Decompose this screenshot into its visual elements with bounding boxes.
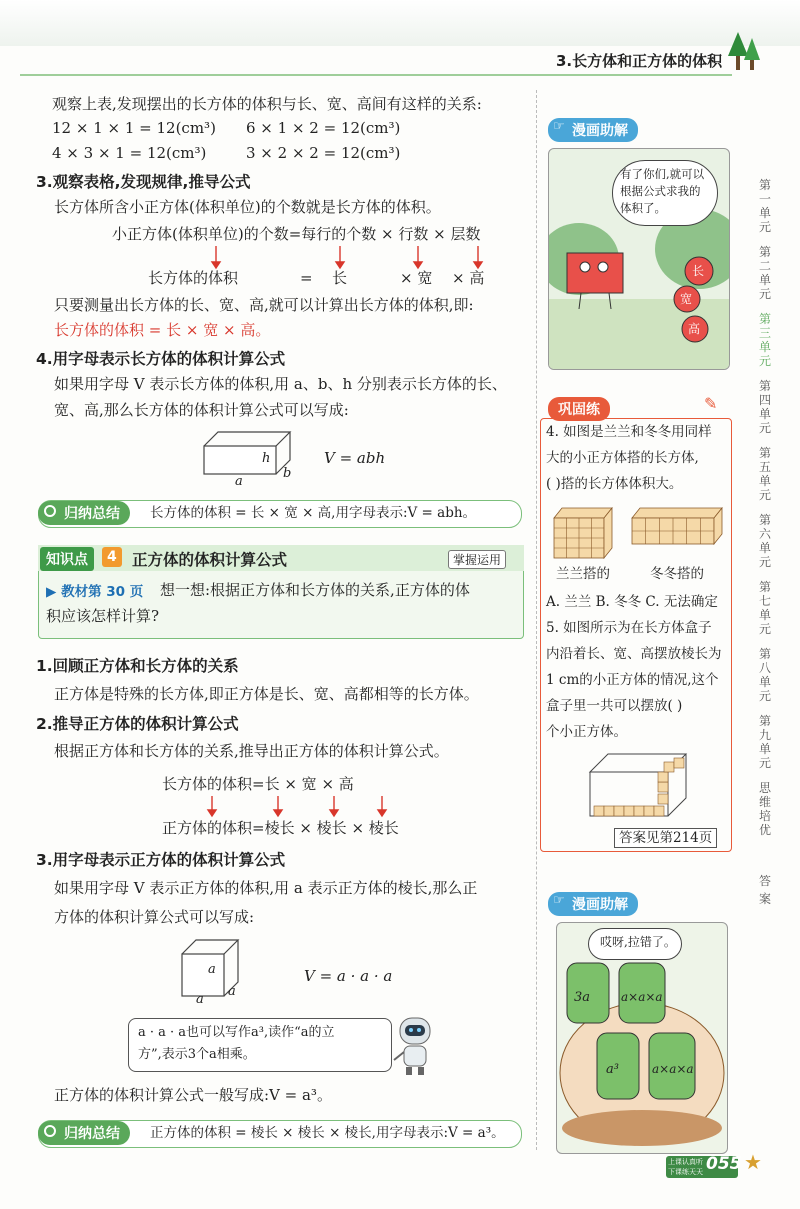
comic1-char-2: 宽 bbox=[680, 292, 693, 306]
header-line bbox=[20, 74, 732, 76]
note-line-1: a · a · a也可以写作a³,读作“a的立 bbox=[138, 1025, 335, 1040]
cube-derivation-arrows bbox=[200, 794, 420, 818]
sec3-row2-b: = bbox=[300, 269, 313, 287]
k3-text2: 方体的体积计算公式可以写成: bbox=[54, 908, 255, 926]
cube-letter-formula: V = a · a · a bbox=[304, 967, 393, 985]
page-number: 055 bbox=[706, 1154, 742, 1174]
tab-unit-4[interactable]: 第四单元 bbox=[758, 379, 771, 435]
cube-label-a2: a bbox=[228, 984, 236, 999]
k3-final: 正方体的体积计算公式一般写成:V = a³。 bbox=[54, 1086, 332, 1104]
star-icon: ★ bbox=[744, 1150, 762, 1174]
intro-eq2: 6 × 1 × 2 = 12(cm³) bbox=[246, 119, 401, 137]
answer-ref[interactable]: 答案见第214页 bbox=[614, 828, 717, 848]
comic1-char-1: 长 bbox=[692, 264, 705, 278]
cuboid-label-b: b bbox=[283, 466, 292, 481]
intro-eq3: 4 × 3 × 1 = 12(cm³) bbox=[52, 144, 207, 162]
sec3-row1: 小正方体(体积单位)的个数=每行的个数 × 行数 × 层数 bbox=[112, 225, 481, 243]
tab-unit-7[interactable]: 第七单元 bbox=[758, 580, 771, 636]
comic2-bubble-text: 哎呀,拉错了。 bbox=[600, 935, 676, 949]
cube-label-a1: a bbox=[208, 962, 216, 977]
comic2-label-1: 3a bbox=[574, 990, 591, 1005]
q4-line-1: 4. 如图是兰兰和冬冬用同样 bbox=[546, 424, 712, 440]
comic1-char-3: 高 bbox=[688, 322, 701, 336]
q4-line-2: 大的小正方体搭的长方体, bbox=[546, 450, 699, 466]
comic2-title: 漫画助解 bbox=[548, 892, 638, 916]
tab-answers[interactable]: 答案 bbox=[758, 874, 771, 906]
tab-unit-3[interactable]: 第三单元 bbox=[758, 312, 771, 368]
intro-eq4: 3 × 2 × 2 = 12(cm³) bbox=[246, 144, 401, 162]
summary-pill-1: 归纳总结 bbox=[38, 501, 130, 525]
sec4-text2: 宽、高,那么长方体的体积计算公式可以写成: bbox=[54, 401, 349, 419]
summary-text-1: 长方体的体积 = 长 × 宽 × 高,用字母表示:V = abh。 bbox=[150, 505, 477, 521]
q5-line-1: 5. 如图所示为在长方体盒子 bbox=[546, 620, 712, 636]
q5-line-4: 盒子里一共可以摆放( ) bbox=[546, 698, 683, 714]
summary-pill-2: 归纳总结 bbox=[38, 1121, 130, 1145]
q4-options[interactable]: A. 兰兰 B. 冬冬 C. 无法确定 bbox=[546, 594, 718, 610]
cuboid-label-h: h bbox=[262, 451, 271, 466]
kp4-question-2: 积应该怎样计算? bbox=[46, 607, 160, 625]
k1-text: 正方体是特殊的长方体,即正方体是长、宽、高都相等的长方体。 bbox=[54, 685, 479, 703]
intro-text: 观察上表,发现摆出的长方体的体积与长、宽、高间有这样的关系: bbox=[52, 95, 482, 113]
sec4-text1: 如果用字母 V 表示长方体的体积,用 a、b、h 分别表示长方体的长、 bbox=[54, 375, 507, 393]
k3-title: 3.用字母表示正方体的体积计算公式 bbox=[36, 851, 286, 869]
q5-line-2: 内沿着长、宽、高摆放棱长为 bbox=[546, 646, 722, 662]
comic2-label-2: a×a×a bbox=[621, 990, 663, 1004]
tab-unit-5[interactable]: 第五单元 bbox=[758, 446, 771, 502]
k2-title: 2.推导正方体的体积计算公式 bbox=[36, 715, 239, 733]
k2-text: 根据正方体和长方体的关系,推导出正方体的体积计算公式。 bbox=[54, 742, 449, 760]
q4-cube-figures bbox=[550, 504, 726, 562]
comic1-bubble-text: 有了你们,就可以根据公式求我的体积了。 bbox=[620, 167, 705, 215]
sec3-title: 3.观察表格,发现规律,推导公式 bbox=[36, 173, 251, 191]
tab-unit-6[interactable]: 第六单元 bbox=[758, 513, 771, 569]
kp4-tag: 掌握运用 bbox=[448, 550, 506, 569]
note-line-2: 方”,表示3个a相乘。 bbox=[138, 1047, 256, 1062]
robot-icon bbox=[392, 1012, 440, 1076]
sec4-title: 4.用字母表示长方体的体积计算公式 bbox=[36, 350, 286, 368]
cube-label-a3: a bbox=[196, 992, 204, 1007]
sec3-text2: 只要测量出长方体的长、宽、高,就可以计算出长方体的体积,即: bbox=[54, 296, 474, 314]
sec3-text: 长方体所含小正方体(体积单位)的个数就是长方体的体积。 bbox=[54, 198, 441, 216]
tab-thinking[interactable]: 思维培优 bbox=[758, 781, 771, 837]
top-band bbox=[0, 0, 800, 46]
kp4-number: 4 bbox=[102, 547, 122, 567]
tab-unit-2[interactable]: 第二单元 bbox=[758, 245, 771, 301]
cuboid-figure bbox=[196, 424, 296, 484]
intro-eq1: 12 × 1 × 1 = 12(cm³) bbox=[52, 119, 216, 137]
comic2-label-3: a³ bbox=[606, 1062, 619, 1077]
tab-unit-1[interactable]: 第一单元 bbox=[758, 178, 771, 234]
q5-box-figure bbox=[584, 750, 694, 820]
k2-row1: 长方体的体积=长 × 宽 × 高 bbox=[162, 775, 354, 793]
summary-text-2: 正方体的体积 = 棱长 × 棱长 × 棱长,用字母表示:V = a³。 bbox=[150, 1125, 505, 1141]
hand-icon: ☞ bbox=[553, 119, 565, 134]
column-divider bbox=[536, 90, 537, 1150]
cuboid-label-a: a bbox=[235, 474, 243, 489]
k3-text1: 如果用字母 V 表示正方体的体积,用 a 表示正方体的棱长,那么正 bbox=[54, 879, 478, 897]
hand-icon-2: ☞ bbox=[553, 893, 565, 908]
cuboid-formula: 长方体的体积 = 长 × 宽 × 高。 bbox=[54, 321, 271, 339]
sec3-row2-a: 长方体的体积 bbox=[148, 269, 239, 287]
q5-line-3: 1 cm的小正方体的情况,这个 bbox=[546, 672, 719, 688]
q4-dongdong-label: 冬冬搭的 bbox=[650, 566, 704, 582]
header-title: 3.长方体和正方体的体积 bbox=[556, 52, 723, 70]
kp4-ref: ▶ 教材第 30 页 bbox=[46, 584, 144, 600]
q5-line-5: 个小正方体。 bbox=[546, 724, 627, 740]
sec3-row2-e: × 高 bbox=[452, 269, 485, 287]
kp4-badge: 知识点 bbox=[40, 547, 94, 571]
k2-row2: 正方体的体积=棱长 × 棱长 × 棱长 bbox=[162, 819, 399, 837]
k1-title: 1.回顾正方体和长方体的关系 bbox=[36, 657, 239, 675]
pencil-icon: ✎ bbox=[704, 394, 718, 413]
tab-unit-8[interactable]: 第八单元 bbox=[758, 647, 771, 703]
kp4-title: 正方体的体积计算公式 bbox=[132, 551, 288, 569]
comic2-label-4: a×a×a bbox=[652, 1062, 694, 1076]
practice-title: 巩固练 bbox=[548, 397, 610, 421]
q4-line-3: ( )搭的长方体体积大。 bbox=[546, 476, 683, 492]
q4-lanlan-label: 兰兰搭的 bbox=[556, 566, 610, 582]
sec3-row2-d: × 宽 bbox=[400, 269, 433, 287]
tree-icon bbox=[724, 30, 764, 74]
footer-slogan: 上课认真听 下课练天天 bbox=[668, 1158, 703, 1176]
cuboid-letter-formula: V = abh bbox=[324, 449, 386, 467]
kp4-question-1: 想一想:根据正方体和长方体的关系,正方体的体 bbox=[160, 581, 470, 599]
comic1-title: 漫画助解 bbox=[548, 118, 638, 142]
sec3-row2-c: 长 bbox=[332, 269, 348, 287]
tab-unit-9[interactable]: 第九单元 bbox=[758, 714, 771, 770]
